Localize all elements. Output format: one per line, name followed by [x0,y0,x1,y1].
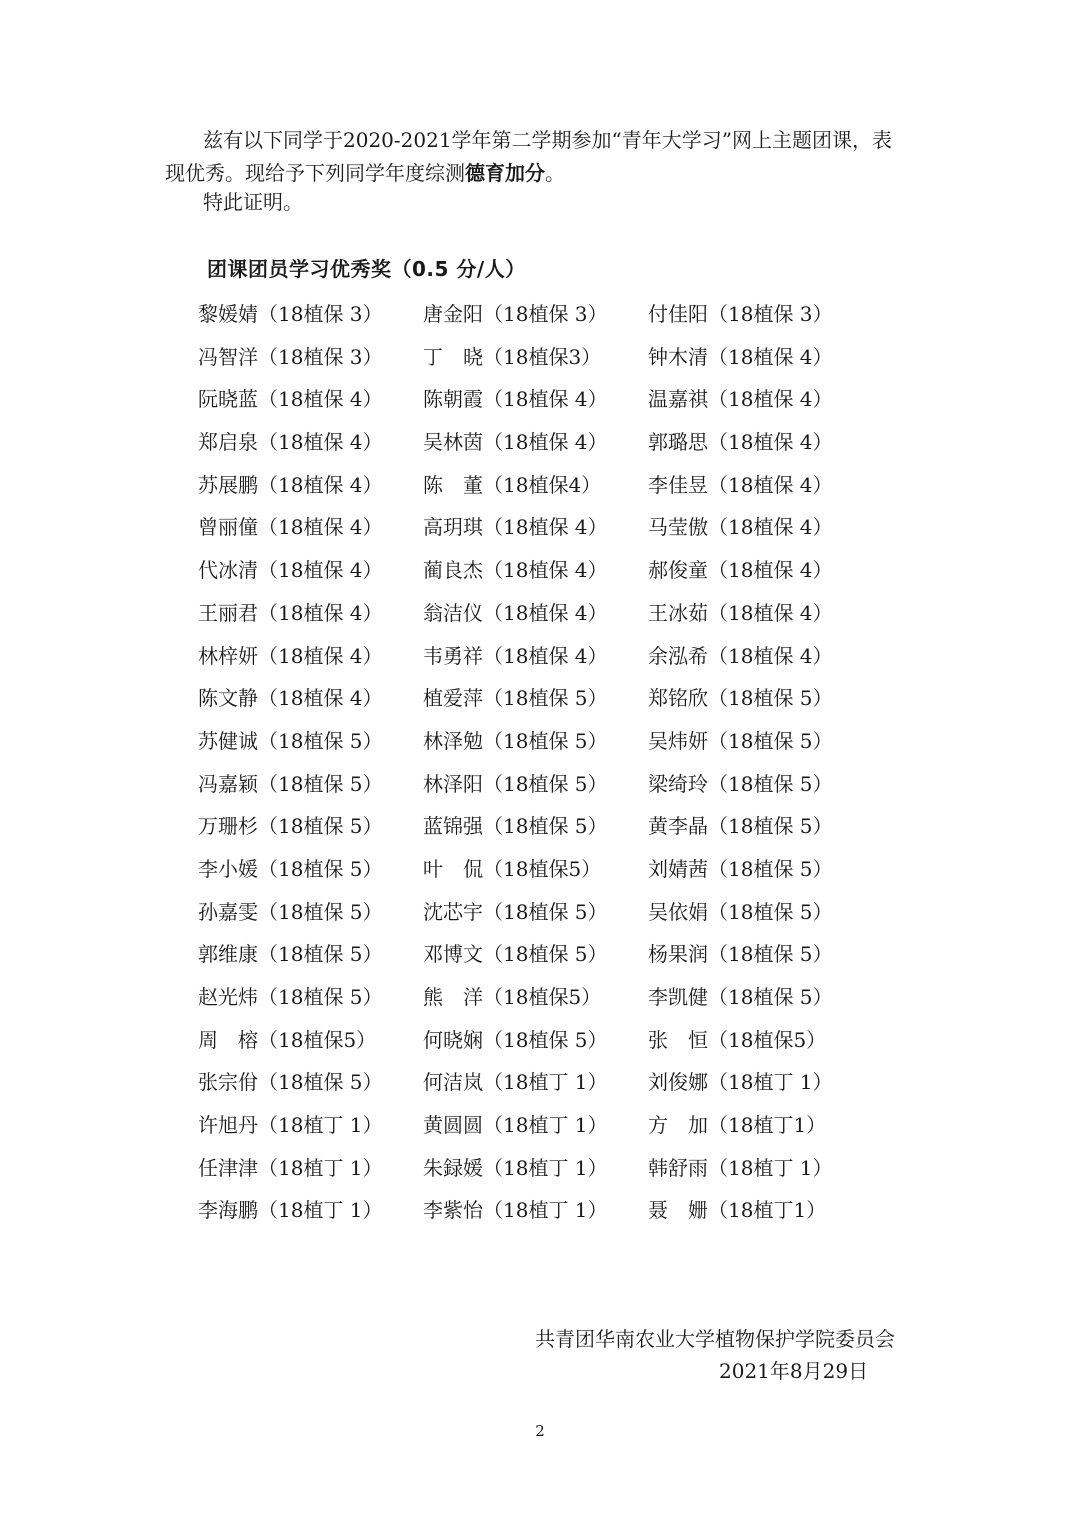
student-row [198,852,918,895]
student-entry: 林泽阳（18植保 5） [423,771,608,796]
student-entry: 王冰茹（18植保 4） [648,600,833,625]
student-entry: 郭璐思（18植保 4） [648,430,833,455]
student-entry: 吴依娟（18植保 5） [648,899,833,924]
student-row [198,724,918,767]
student-entry: 翁洁仪（18植保 4） [423,600,608,625]
student-list [198,297,918,1236]
student-row [198,937,918,980]
student-row [198,1023,918,1066]
student-entry: 梁绮玲（18植保 5） [648,771,833,796]
student-entry: 蓝锦强（18植保 5） [423,814,608,839]
student-entry: 张宗佾（18植保 5） [198,1070,383,1095]
student-entry: 韩舒雨（18植丁 1） [648,1155,833,1180]
student-row [198,553,918,596]
student-entry: 李佳昱（18植保 4） [648,472,833,497]
student-entry: 唐金阳（18植保 3） [423,302,608,326]
student-entry: 蔺良杰（18植保 4） [423,558,608,583]
student-row [198,980,918,1023]
student-entry: 陈朝霞（18植保 4） [423,387,608,412]
student-row [198,382,918,425]
award-title: 团课团员学习优秀奖（0.5 分/人） [207,257,526,281]
student-entry: 张 恒（18植保5） [648,1027,827,1052]
student-entry: 何洁岚（18植丁 1） [423,1070,608,1095]
student-entry: 周 榕（18植保5） [198,1027,377,1052]
student-entry: 黄圆圆（18植丁 1） [423,1113,608,1138]
student-entry: 冯嘉颖（18植保 5） [198,771,383,796]
student-row [198,681,918,724]
student-entry: 苏健诚（18植保 5） [198,728,383,753]
certify-text: 特此证明。 [203,190,303,214]
student-row [198,1065,918,1108]
student-row [198,1108,918,1151]
page-number: 2 [535,1422,545,1440]
student-entry: 王丽君（18植保 4） [198,600,383,625]
student-row [198,510,918,553]
student-entry: 曾丽僮（18植保 4） [198,515,383,540]
student-entry: 黎媛婧（18植保 3） [198,302,383,326]
student-entry: 许旭丹（18植丁 1） [198,1113,383,1138]
student-row [198,340,918,383]
student-entry: 赵光炜（18植保 5） [198,985,383,1009]
intro-bold-text: 德育加分 [465,161,545,185]
student-row [198,1193,918,1236]
student-entry: 孙嘉雯（18植保 5） [198,899,383,924]
student-entry: 刘俊娜（18植丁 1） [648,1070,833,1095]
student-entry: 杨果润（18植保 5） [648,942,833,967]
student-entry: 钟木清（18植保 4） [648,344,833,369]
student-entry: 付佳阳（18植保 3） [648,302,833,326]
student-entry: 邓博文（18植保 5） [423,942,608,967]
student-entry: 丁 晓（18植保3） [423,344,602,369]
student-entry: 熊 洋（18植保5） [423,985,602,1009]
student-entry: 马莹傲（18植保 4） [648,515,833,540]
student-entry: 阮晓蓝（18植保 4） [198,387,383,412]
student-entry: 苏展鹏（18植保 4） [198,472,383,497]
student-entry: 李小媛（18植保 5） [198,856,383,881]
intro-line-1: 兹有以下同学于2020-2021学年第二学期参加“青年大学习”网上主题团课，表 [203,128,893,152]
student-row [198,895,918,938]
student-entry: 吴林茵（18植保 4） [423,430,608,455]
student-entry: 叶 侃（18植保5） [423,856,602,881]
student-entry: 何晓娴（18植保 5） [423,1027,608,1052]
student-row [198,468,918,511]
student-entry: 陈 董（18植保4） [423,472,602,497]
student-row [198,1151,918,1194]
student-entry: 郑铭欣（18植保 5） [648,686,833,711]
intro-line-2-end: 。 [545,161,565,185]
student-row [198,596,918,639]
student-row [198,767,918,810]
student-entry: 李紫怡（18植丁 1） [423,1198,608,1223]
intro-paragraph [165,124,925,190]
student-row [198,297,918,340]
student-row [198,809,918,852]
student-entry: 郑启泉（18植保 4） [198,430,383,455]
student-entry: 高玥琪（18植保 4） [423,515,608,540]
student-entry: 吴炜妍（18植保 5） [648,728,833,753]
student-entry: 韦勇祥（18植保 4） [423,643,608,668]
student-entry: 刘婧茜（18植保 5） [648,856,833,881]
student-entry: 李海鹏（18植丁 1） [198,1198,383,1223]
student-entry: 陈文静（18植保 4） [198,686,383,711]
student-entry: 万珊杉（18植保 5） [198,814,383,839]
student-entry: 林泽勉（18植保 5） [423,728,608,753]
student-entry: 郝俊童（18植保 4） [648,558,833,583]
student-entry: 植爱萍（18植保 5） [423,686,608,711]
issuing-organization: 共青团华南农业大学植物保护学院委员会 [535,1327,895,1351]
student-entry: 郭维康（18植保 5） [198,942,383,967]
student-entry: 朱録媛（18植丁 1） [423,1155,608,1180]
student-entry: 任津津（18植丁 1） [198,1155,383,1180]
student-entry: 冯智洋（18植保 3） [198,344,383,369]
student-entry: 李凯健（18植保 5） [648,985,833,1009]
student-entry: 余泓希（18植保 4） [648,643,833,668]
issue-date: 2021年8月29日 [719,1359,869,1383]
student-entry: 聂 姗（18植丁1） [648,1198,827,1223]
student-entry: 沈芯宇（18植保 5） [423,899,608,924]
student-entry: 黄李晶（18植保 5） [648,814,833,839]
student-entry: 方 加（18植丁1） [648,1113,827,1138]
student-row [198,425,918,468]
intro-line-2: 现优秀。现给予下列同学年度综测 [165,161,465,185]
student-row [198,639,918,682]
student-entry: 林梓妍（18植保 4） [198,643,383,668]
student-entry: 温嘉祺（18植保 4） [648,387,833,412]
student-entry: 代冰清（18植保 4） [198,558,383,583]
